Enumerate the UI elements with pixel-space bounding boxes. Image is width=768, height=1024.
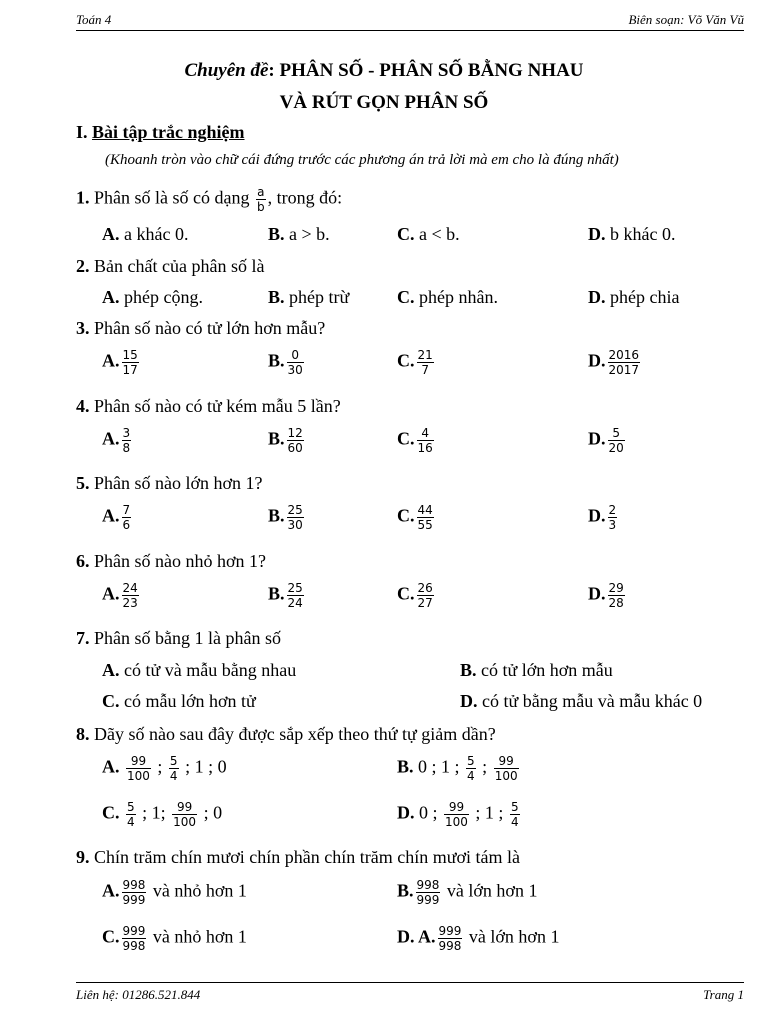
option-text: có tử và mẫu bằng nhau: [119, 660, 297, 680]
numerator: 99: [176, 800, 193, 814]
page-footer: [76, 982, 744, 1005]
option-text: a < b.: [414, 224, 460, 244]
q5-option-d[interactable]: [588, 503, 619, 532]
fraction: [417, 581, 434, 610]
question-4: [76, 396, 341, 417]
q9-option-c[interactable]: [102, 924, 247, 953]
numerator: 25: [287, 581, 303, 595]
option-letter: A.: [102, 880, 120, 901]
q6-option-b[interactable]: [268, 581, 306, 610]
q7-option-a[interactable]: [102, 660, 296, 681]
fraction: [126, 754, 151, 783]
option-text: và nhỏ hơn 1: [148, 880, 247, 901]
option-letter: A.: [102, 428, 120, 449]
numerator: 29: [608, 581, 624, 595]
denominator: 20: [608, 441, 624, 455]
fraction: [169, 754, 179, 783]
numerator: 999: [438, 924, 462, 938]
denominator: 6: [122, 518, 131, 532]
denominator: 55: [417, 518, 433, 532]
option-letter: D.: [588, 224, 606, 244]
q4-option-c[interactable]: [397, 426, 436, 455]
fraction: [287, 581, 304, 610]
numerator: 5: [467, 754, 475, 768]
denominator: 27: [417, 596, 433, 610]
numerator: a: [257, 185, 265, 199]
q8-option-c[interactable]: [102, 800, 222, 829]
fraction: [122, 348, 139, 377]
option-letter: A.: [102, 224, 120, 244]
q4-option-a[interactable]: [102, 426, 133, 455]
q1-option-c[interactable]: [397, 224, 460, 245]
option-text: có tử lớn hơn mẫu: [476, 660, 613, 680]
option-letter: A.: [102, 660, 120, 680]
question-6: [76, 551, 266, 572]
numerator: 5: [510, 800, 519, 814]
option-text: phép nhân.: [414, 287, 498, 307]
denominator: 999: [416, 893, 440, 907]
denominator: 30: [287, 518, 303, 532]
option-text: ; 1 ; 0: [180, 756, 227, 777]
denominator: 999: [122, 893, 146, 907]
q6-option-d[interactable]: [588, 581, 627, 610]
q7-option-b[interactable]: [460, 660, 613, 681]
title-line-1: [0, 60, 768, 82]
option-text: ; 0: [199, 802, 223, 823]
title-line-2: VÀ RÚT GỌN PHÂN SỐ: [279, 92, 489, 113]
footer-contact: Liên hệ: 01286.521.844: [76, 987, 201, 1002]
fraction: [122, 924, 147, 953]
option-letter: C.: [102, 802, 120, 823]
fraction: [287, 503, 304, 532]
denominator: 100: [494, 769, 518, 783]
option-text: phép trừ: [284, 287, 350, 307]
option-letter: D.: [460, 691, 478, 711]
option-letter: C.: [397, 583, 415, 604]
title-topic: : PHÂN SỐ - PHÂN SỐ BẰNG NHAU: [268, 60, 584, 81]
numerator: 25: [287, 503, 303, 517]
q2-option-b[interactable]: [268, 287, 349, 308]
fraction: [287, 348, 304, 377]
option-letter: B.: [268, 428, 285, 449]
question-text: Phân số nào lớn hơn 1?: [89, 473, 263, 493]
denominator: 100: [173, 815, 197, 829]
question-number: 2.: [76, 256, 90, 276]
denominator: 998: [122, 939, 146, 953]
question-3: [76, 318, 325, 339]
page-number: Trang 1: [703, 987, 744, 1002]
option-letter: A.: [102, 505, 120, 526]
numerator: 12: [287, 426, 303, 440]
option-letter: C.: [102, 926, 120, 947]
header-author: Biên soạn: Võ Văn Vũ: [628, 12, 744, 27]
denominator: 4: [510, 815, 519, 829]
numerator: 4: [421, 426, 429, 440]
fraction: [287, 426, 304, 455]
q9-option-b[interactable]: [397, 878, 537, 907]
option-text: phép chia: [605, 287, 680, 307]
question-number: 3.: [76, 318, 90, 338]
question-number: 6.: [76, 551, 90, 571]
denominator: 8: [122, 441, 131, 455]
question-number: 4.: [76, 396, 90, 416]
question-1: [76, 185, 342, 214]
numerator: 2016: [608, 348, 640, 362]
option-letter: D.: [588, 428, 606, 449]
denominator: 17: [122, 363, 138, 377]
option-text: ; 1;: [137, 802, 171, 823]
option-text: và nhỏ hơn 1: [148, 926, 247, 947]
option-text: ; 1 ;: [470, 802, 508, 823]
option-text: a > b.: [284, 224, 330, 244]
numerator: 24: [122, 581, 138, 595]
question-number: 5.: [76, 473, 90, 493]
option-letter: D.: [588, 350, 606, 371]
question-number: 7.: [76, 628, 90, 648]
option-letter: C.: [397, 350, 415, 371]
numerator: 99: [448, 800, 465, 814]
fraction: [417, 348, 434, 377]
q2-option-c[interactable]: [397, 287, 498, 308]
numerator: 998: [122, 878, 146, 892]
numerator: 5: [127, 800, 135, 814]
page-header: [76, 10, 744, 31]
instruction: (Khoanh tròn vào chữ cái đứng trước các phương án trả lời mà em cho là đúng nhất): [105, 152, 619, 168]
question-text: Phân số là số có dạng: [89, 187, 254, 208]
fraction: [122, 426, 132, 455]
numerator: 5: [612, 426, 620, 440]
q1-option-a[interactable]: [102, 224, 188, 245]
option-text: và lớn hơn 1: [442, 880, 538, 901]
q5-option-b[interactable]: [268, 503, 306, 532]
denominator: b: [256, 200, 265, 214]
numerator: 0: [291, 348, 299, 362]
fraction: [608, 503, 618, 532]
option-letter: B.: [397, 756, 414, 777]
fraction: [122, 581, 139, 610]
option-letter: D.: [588, 287, 606, 307]
denominator: 23: [122, 596, 138, 610]
denominator: 24: [287, 596, 303, 610]
q2-option-a[interactable]: [102, 287, 203, 308]
question-text: , trong đó:: [267, 187, 343, 208]
section-label: Bài tập trắc nghiệm: [92, 122, 245, 142]
option-text: và lớn hơn 1: [464, 926, 560, 947]
numerator: 21: [417, 348, 433, 362]
fraction: [494, 754, 519, 783]
numerator: 7: [122, 503, 131, 517]
numerator: 99: [498, 754, 514, 768]
option-letter: B.: [268, 583, 285, 604]
fraction: [608, 581, 625, 610]
option-text: ;: [477, 756, 492, 777]
option-letter: A.: [102, 287, 120, 307]
section-number: I.: [76, 122, 93, 142]
q4-option-d[interactable]: [588, 426, 627, 455]
option-letter: C.: [397, 428, 415, 449]
option-letter: A.: [102, 583, 120, 604]
option-letter: B.: [268, 505, 285, 526]
question-number: 8.: [76, 724, 90, 744]
fraction: [126, 800, 136, 829]
denominator: 4: [169, 769, 178, 783]
numerator: 999: [122, 924, 146, 938]
fraction: [256, 185, 266, 214]
fraction: [510, 800, 520, 829]
option-letter: B.: [268, 350, 285, 371]
q7-option-c[interactable]: [102, 691, 256, 712]
q5-option-a[interactable]: [102, 503, 133, 532]
question-7: [76, 628, 281, 649]
option-text: a khác 0.: [119, 224, 189, 244]
option-text: có mẫu lớn hơn tử: [119, 691, 256, 711]
q1-option-d[interactable]: [588, 224, 675, 245]
option-letter: B.: [397, 880, 414, 901]
denominator: 60: [287, 441, 303, 455]
option-letter: C.: [397, 287, 415, 307]
option-letter: D.: [588, 583, 606, 604]
q5-option-c[interactable]: [397, 503, 436, 532]
numerator: 44: [417, 503, 433, 517]
numerator: 15: [122, 348, 138, 362]
q4-option-b[interactable]: [268, 426, 306, 455]
question-8: [76, 724, 496, 745]
fraction: [122, 878, 147, 907]
q8-option-b[interactable]: [397, 754, 521, 783]
denominator: 7: [417, 362, 434, 377]
numerator: 998: [416, 878, 440, 892]
fraction: [438, 924, 463, 953]
section-heading: [76, 122, 245, 143]
question-text: Phân số nào nhỏ hơn 1?: [89, 551, 267, 571]
header-subject: Toán 4: [76, 12, 112, 27]
fraction: [122, 503, 132, 532]
numerator: 5: [169, 754, 178, 768]
option-letter: D. A.: [397, 926, 436, 947]
q3-option-d[interactable]: [588, 348, 642, 377]
denominator: 100: [445, 815, 468, 829]
question-number: 9.: [76, 847, 90, 867]
fraction: [608, 426, 625, 455]
question-text: Bản chất của phân số là: [89, 256, 265, 276]
denominator: 100: [127, 769, 150, 783]
denominator: 2017: [608, 363, 640, 377]
option-text: ;: [152, 756, 167, 777]
fraction: [172, 800, 197, 829]
denominator: 3: [608, 518, 617, 532]
question-text: Phân số nào có tử kém mẫu 5 lần?: [89, 396, 341, 416]
fraction: [417, 503, 434, 532]
numerator: 2: [608, 503, 617, 517]
denominator: 16: [417, 441, 433, 455]
fraction: [416, 878, 441, 907]
denominator: 4: [467, 769, 475, 783]
q2-option-d[interactable]: [588, 287, 679, 308]
q7-option-d[interactable]: [460, 691, 702, 712]
denominator: 30: [287, 363, 303, 377]
option-text: có tử bằng mẫu và mẫu khác 0: [477, 691, 703, 711]
q3-option-b[interactable]: [268, 348, 306, 377]
option-letter: B.: [268, 224, 285, 244]
denominator: 28: [608, 596, 624, 610]
q8-option-d[interactable]: [397, 800, 522, 829]
option-letter: A.: [102, 756, 120, 777]
option-text: b khác 0.: [605, 224, 676, 244]
option-letter: B.: [268, 287, 285, 307]
q3-option-c[interactable]: [397, 348, 436, 377]
question-9: [76, 847, 520, 868]
denominator: 4: [127, 815, 135, 829]
option-letter: D.: [397, 802, 415, 823]
q6-option-c[interactable]: [397, 581, 436, 610]
question-text: Dãy số nào sau đây được sắp xếp theo thứ tự giảm dần?: [89, 724, 496, 744]
numerator: 99: [130, 754, 147, 768]
question-text: Chín trăm chín mươi chín phần chín trăm chín mươi tám là: [89, 847, 520, 867]
option-letter: C.: [397, 224, 415, 244]
question-5: [76, 473, 263, 494]
fraction: [417, 426, 434, 455]
option-text: 0 ;: [414, 802, 443, 823]
q9-option-d[interactable]: [397, 924, 559, 953]
option-letter: B.: [460, 660, 477, 680]
numerator: 26: [417, 581, 433, 595]
option-text: phép cộng.: [119, 287, 203, 307]
fraction: [466, 754, 476, 783]
fraction: [444, 800, 469, 829]
question-text: Phân số bằng 1 là phân số: [89, 628, 281, 648]
option-letter: C.: [397, 505, 415, 526]
question-text: Phân số nào có tử lớn hơn mẫu?: [89, 318, 326, 338]
q1-option-b[interactable]: [268, 224, 330, 245]
denominator: 998: [438, 939, 462, 953]
q8-option-a[interactable]: [102, 754, 227, 783]
question-2: [76, 256, 264, 277]
q6-option-a[interactable]: [102, 581, 141, 610]
q9-option-a[interactable]: [102, 878, 247, 907]
option-text: 0 ; 1 ;: [413, 756, 465, 777]
option-letter: C.: [102, 691, 120, 711]
option-letter: D.: [588, 505, 606, 526]
option-letter: A.: [102, 350, 120, 371]
q3-option-a[interactable]: [102, 348, 141, 377]
fraction: [608, 348, 641, 377]
question-number: 1.: [76, 187, 90, 208]
numerator: 3: [122, 426, 131, 440]
title-topic-label: Chuyên đề: [184, 60, 269, 81]
